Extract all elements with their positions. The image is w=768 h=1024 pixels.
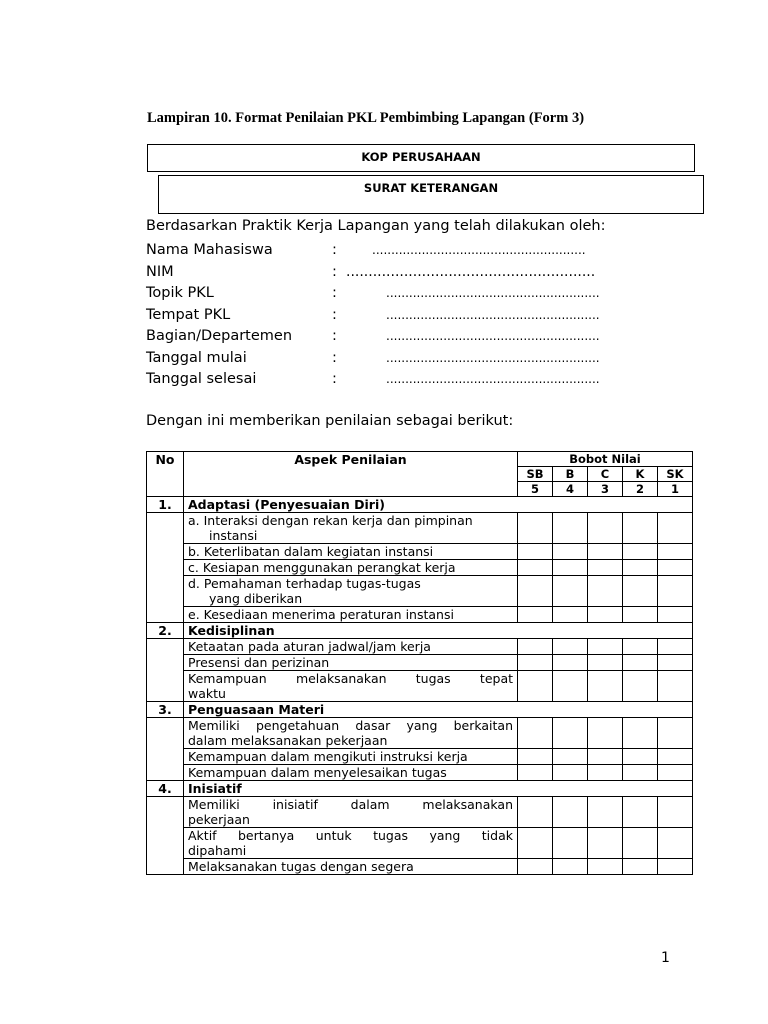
table-row bbox=[147, 859, 693, 875]
score-input[interactable] bbox=[553, 639, 588, 655]
score-input[interactable] bbox=[588, 828, 623, 859]
score-input[interactable] bbox=[553, 765, 588, 781]
score-input[interactable] bbox=[623, 513, 658, 544]
score-input[interactable] bbox=[658, 607, 693, 623]
aspect-text-cont: waktu bbox=[188, 686, 226, 701]
score-input[interactable] bbox=[623, 639, 658, 655]
aspect-text: Kemampuan melaksanakan tugas tepat bbox=[188, 671, 513, 686]
score-input[interactable] bbox=[658, 765, 693, 781]
surat-keterangan-box: SURAT KETERANGAN bbox=[158, 175, 704, 214]
aspect-cell bbox=[184, 828, 518, 859]
score-input[interactable] bbox=[553, 513, 588, 544]
field-dots[interactable]: ........................................................ bbox=[372, 243, 586, 257]
category-name: Kedisiplinan bbox=[184, 623, 693, 639]
field-colon: : bbox=[332, 328, 337, 344]
score-input[interactable] bbox=[518, 513, 553, 544]
score-input[interactable] bbox=[658, 576, 693, 607]
grade-cell: C bbox=[588, 467, 623, 482]
score-input[interactable] bbox=[518, 655, 553, 671]
score-input[interactable] bbox=[518, 607, 553, 623]
field-colon: : bbox=[332, 306, 337, 323]
aspect-text-cont: instansi bbox=[209, 528, 258, 543]
score-input[interactable] bbox=[553, 749, 588, 765]
table-row bbox=[147, 607, 693, 623]
score-input[interactable] bbox=[623, 828, 658, 859]
field-label: NIM bbox=[146, 263, 174, 280]
score-input[interactable] bbox=[553, 671, 588, 702]
score-input[interactable] bbox=[588, 544, 623, 560]
score-input[interactable] bbox=[658, 560, 693, 576]
score-input[interactable] bbox=[658, 544, 693, 560]
field-label: Tanggal selesai bbox=[146, 371, 257, 387]
score-input[interactable] bbox=[623, 671, 658, 702]
score-cell: 4 bbox=[553, 482, 588, 497]
aspect-cell: Ketaatan pada aturan jadwal/jam kerja bbox=[184, 639, 518, 655]
score-input[interactable] bbox=[658, 671, 693, 702]
aspect-cell: e. Kesediaan menerima peraturan instansi bbox=[184, 607, 518, 623]
score-input[interactable] bbox=[588, 797, 623, 828]
aspect-text: a. Interaksi dengan rekan kerja dan pimpinan bbox=[188, 513, 473, 528]
score-input[interactable] bbox=[658, 655, 693, 671]
table-row bbox=[147, 544, 693, 560]
field-label: Topik PKL bbox=[146, 285, 214, 301]
score-input[interactable] bbox=[553, 655, 588, 671]
number-cell bbox=[147, 718, 184, 781]
score-cell: 3 bbox=[588, 482, 623, 497]
aspect-cell bbox=[184, 576, 518, 607]
score-input[interactable] bbox=[658, 749, 693, 765]
score-input[interactable] bbox=[588, 639, 623, 655]
category-row bbox=[147, 497, 693, 513]
score-input[interactable] bbox=[623, 607, 658, 623]
score-input[interactable] bbox=[588, 576, 623, 607]
field-row bbox=[146, 326, 666, 348]
assessment-table bbox=[146, 451, 693, 875]
grade-cell: SB bbox=[518, 467, 553, 482]
aspect-text-cont: yang diberikan bbox=[209, 591, 303, 606]
field-dots[interactable]: ........................................................ bbox=[386, 307, 600, 322]
header-bobot: Bobot Nilai bbox=[518, 452, 693, 467]
score-input[interactable] bbox=[588, 560, 623, 576]
field-colon: : bbox=[332, 371, 337, 387]
field-dots[interactable]: ........................................................ bbox=[386, 350, 600, 365]
kop-perusahaan-box: KOP PERUSAHAAN bbox=[147, 144, 695, 172]
aspect-text-cont: dipahami bbox=[188, 843, 247, 858]
intro-text: Berdasarkan Praktik Kerja Lapangan yang telah dilakukan oleh: bbox=[146, 218, 606, 234]
table-row bbox=[147, 655, 693, 671]
aspect-text: d. Pemahaman terhadap tugas-tugas bbox=[188, 576, 421, 591]
score-input[interactable] bbox=[658, 513, 693, 544]
header-no: No bbox=[147, 452, 184, 497]
grade-cell: SK bbox=[658, 467, 693, 482]
statement-text: Dengan ini memberikan penilaian sebagai berikut: bbox=[146, 413, 514, 429]
field-dots[interactable]: ........................................................ bbox=[346, 263, 596, 280]
score-input[interactable] bbox=[623, 749, 658, 765]
table-row bbox=[147, 560, 693, 576]
aspect-cell: Presensi dan perizinan bbox=[184, 655, 518, 671]
category-name: Inisiatif bbox=[184, 781, 693, 797]
student-fields bbox=[146, 240, 666, 391]
field-dots[interactable]: ........................................................ bbox=[386, 286, 600, 300]
field-colon: : bbox=[332, 349, 337, 366]
score-input[interactable] bbox=[658, 797, 693, 828]
score-input[interactable] bbox=[623, 718, 658, 749]
field-row bbox=[146, 305, 666, 327]
score-input[interactable] bbox=[588, 749, 623, 765]
score-input[interactable] bbox=[553, 560, 588, 576]
score-input[interactable] bbox=[588, 859, 623, 875]
score-input[interactable] bbox=[553, 828, 588, 859]
score-cell: 1 bbox=[658, 482, 693, 497]
aspect-cell bbox=[184, 718, 518, 749]
field-colon: : bbox=[332, 242, 337, 258]
score-input[interactable] bbox=[588, 513, 623, 544]
table-row bbox=[147, 639, 693, 655]
aspect-cell: b. Keterlibatan dalam kegiatan instansi bbox=[184, 544, 518, 560]
score-input[interactable] bbox=[518, 671, 553, 702]
score-input[interactable] bbox=[518, 797, 553, 828]
aspect-text: Memiliki pengetahuan dasar yang berkaitan bbox=[188, 718, 513, 733]
field-colon: : bbox=[332, 263, 337, 280]
table-row bbox=[147, 749, 693, 765]
aspect-cell: Kemampuan dalam menyelesaikan tugas bbox=[184, 765, 518, 781]
field-row bbox=[146, 283, 666, 305]
table-row bbox=[147, 576, 693, 607]
field-label: Tempat PKL bbox=[146, 306, 231, 323]
field-dots[interactable]: ........................................................ bbox=[386, 329, 600, 343]
score-input[interactable] bbox=[518, 859, 553, 875]
document-title: Lampiran 10. Format Penilaian PKL Pembimbing Lapangan (Form 3) bbox=[147, 110, 585, 126]
category-name: Penguasaan Materi bbox=[184, 702, 693, 718]
aspect-text-cont: pekerjaan bbox=[188, 812, 250, 827]
field-label: Tanggal mulai bbox=[146, 349, 247, 366]
score-input[interactable] bbox=[623, 655, 658, 671]
score-input[interactable] bbox=[553, 544, 588, 560]
aspect-cell bbox=[184, 671, 518, 702]
score-input[interactable] bbox=[588, 671, 623, 702]
score-input[interactable] bbox=[658, 859, 693, 875]
score-input[interactable] bbox=[553, 718, 588, 749]
score-input[interactable] bbox=[518, 544, 553, 560]
aspect-cell bbox=[184, 513, 518, 544]
category-number: 2. bbox=[147, 623, 184, 639]
score-input[interactable] bbox=[658, 639, 693, 655]
score-input[interactable] bbox=[518, 765, 553, 781]
header-aspek: Aspek Penilaian bbox=[184, 452, 518, 497]
aspect-cell bbox=[184, 797, 518, 828]
score-input[interactable] bbox=[588, 655, 623, 671]
score-input[interactable] bbox=[623, 544, 658, 560]
field-row bbox=[146, 348, 666, 370]
score-input[interactable] bbox=[518, 560, 553, 576]
aspect-cell: Kemampuan dalam mengikuti instruksi kerja bbox=[184, 749, 518, 765]
category-row bbox=[147, 623, 693, 639]
table-row bbox=[147, 828, 693, 859]
score-input[interactable] bbox=[623, 560, 658, 576]
score-input[interactable] bbox=[658, 828, 693, 859]
number-cell bbox=[147, 639, 184, 702]
score-input[interactable] bbox=[553, 859, 588, 875]
table-row bbox=[147, 797, 693, 828]
score-input[interactable] bbox=[623, 576, 658, 607]
score-input[interactable] bbox=[588, 718, 623, 749]
score-input[interactable] bbox=[588, 607, 623, 623]
score-input[interactable] bbox=[518, 576, 553, 607]
score-cell: 5 bbox=[518, 482, 553, 497]
aspect-text: Aktif bertanya untuk tugas yang tidak bbox=[188, 828, 513, 843]
field-label: Nama Mahasiswa bbox=[146, 242, 273, 258]
grade-cell: K bbox=[623, 467, 658, 482]
number-cell bbox=[147, 513, 184, 623]
category-number: 3. bbox=[147, 702, 184, 718]
aspect-cell: c. Kesiapan menggunakan perangkat kerja bbox=[184, 560, 518, 576]
aspect-text: Memiliki inisiatif dalam melaksanakan bbox=[188, 797, 513, 812]
score-input[interactable] bbox=[518, 828, 553, 859]
header-row bbox=[147, 452, 693, 467]
table-row bbox=[147, 671, 693, 702]
field-row bbox=[146, 369, 666, 391]
score-input[interactable] bbox=[658, 718, 693, 749]
field-colon: : bbox=[332, 285, 337, 301]
score-input[interactable] bbox=[518, 718, 553, 749]
category-name: Adaptasi (Penyesuaian Diri) bbox=[184, 497, 693, 513]
table-row bbox=[147, 513, 693, 544]
aspect-cell: Melaksanakan tugas dengan segera bbox=[184, 859, 518, 875]
score-input[interactable] bbox=[553, 576, 588, 607]
score-input[interactable] bbox=[588, 765, 623, 781]
grade-cell: B bbox=[553, 467, 588, 482]
table-row bbox=[147, 718, 693, 749]
page-number: 1 bbox=[661, 950, 670, 966]
score-input[interactable] bbox=[553, 797, 588, 828]
score-input[interactable] bbox=[623, 765, 658, 781]
table-row bbox=[147, 765, 693, 781]
score-input[interactable] bbox=[623, 859, 658, 875]
score-cell: 2 bbox=[623, 482, 658, 497]
field-row bbox=[146, 240, 666, 262]
category-row bbox=[147, 781, 693, 797]
field-label: Bagian/Departemen bbox=[146, 328, 293, 344]
aspect-text-cont: dalam melaksanakan pekerjaan bbox=[188, 733, 388, 748]
score-input[interactable] bbox=[518, 749, 553, 765]
category-number: 4. bbox=[147, 781, 184, 797]
category-number: 1. bbox=[147, 497, 184, 513]
score-input[interactable] bbox=[553, 607, 588, 623]
field-row bbox=[146, 262, 666, 284]
number-cell bbox=[147, 797, 184, 875]
category-row bbox=[147, 702, 693, 718]
score-input[interactable] bbox=[518, 639, 553, 655]
field-dots[interactable]: ........................................................ bbox=[386, 372, 600, 386]
score-input[interactable] bbox=[623, 797, 658, 828]
